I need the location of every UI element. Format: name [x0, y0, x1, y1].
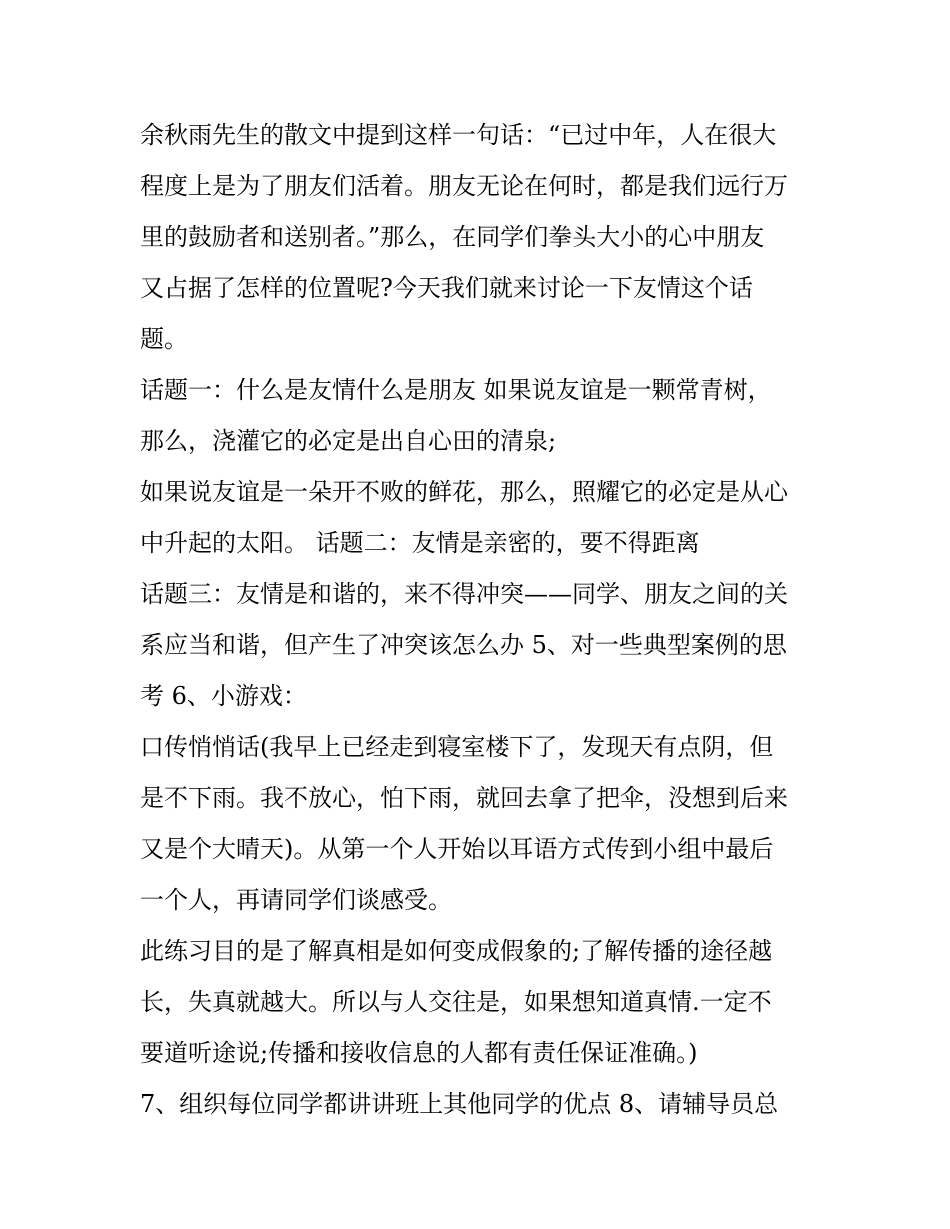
text-line: 里的鼓励者和送别者。”那么，在同学们拳头大小的心中朋友 [140, 223, 765, 251]
text-line: 是不下雨。我不放心，怕下雨，就回去拿了把伞，没想到后来 [140, 784, 788, 812]
text-line: 一个人，再请同学们谈感受。 [140, 886, 452, 914]
text-line: 又占据了怎样的位置呢?今天我们就来讨论一下友情这个话 [140, 274, 753, 302]
text-line: 又是个大晴天)。从第一个人开始以耳语方式传到小组中最后 [140, 835, 774, 863]
text-line: 如果说友谊是一朵开不败的鲜花，那么，照耀它的必定是从心 [140, 478, 788, 506]
text-line: 那么，浇灌它的必定是出自心田的清泉; [140, 427, 557, 455]
text-line: 此练习目的是了解真相是如何变成假象的;了解传播的途径越 [140, 937, 773, 965]
text-line: 要道听途说;传播和接收信息的人都有责任保证准确。) [140, 1039, 698, 1067]
text-line: 中升起的太阳。 话题二：友情是亲密的，要不得距离 [140, 529, 700, 557]
text-line: 考 6、小游戏： [140, 682, 307, 710]
text-line: 系应当和谐，但产生了冲突该怎么办 5、对一些典型案例的思 [140, 631, 787, 659]
text-line: 长，失真就越大。所以与人交往是，如果想知道真情.一定不 [140, 988, 772, 1016]
text-line: 题。 [140, 325, 188, 353]
text-line: 口传悄悄话(我早上已经走到寝室楼下了，发现天有点阴，但 [140, 733, 774, 761]
text-line: 话题三：友情是和谐的，来不得冲突——同学、朋友之间的关 [140, 580, 788, 608]
text-line: 话题一：什么是友情什么是朋友 如果说友谊是一颗常青树， [140, 376, 772, 404]
text-line: 7、组织每位同学都讲讲班上其他同学的优点 8、请辅导员总 [140, 1090, 779, 1118]
text-line: 程度上是为了朋友们活着。朋友无论在何时，都是我们远行万 [140, 172, 788, 200]
body-text [140, 110, 820, 1130]
text-line: 余秋雨先生的散文中提到这样一句话：“已过中年，人在很大 [140, 121, 777, 149]
